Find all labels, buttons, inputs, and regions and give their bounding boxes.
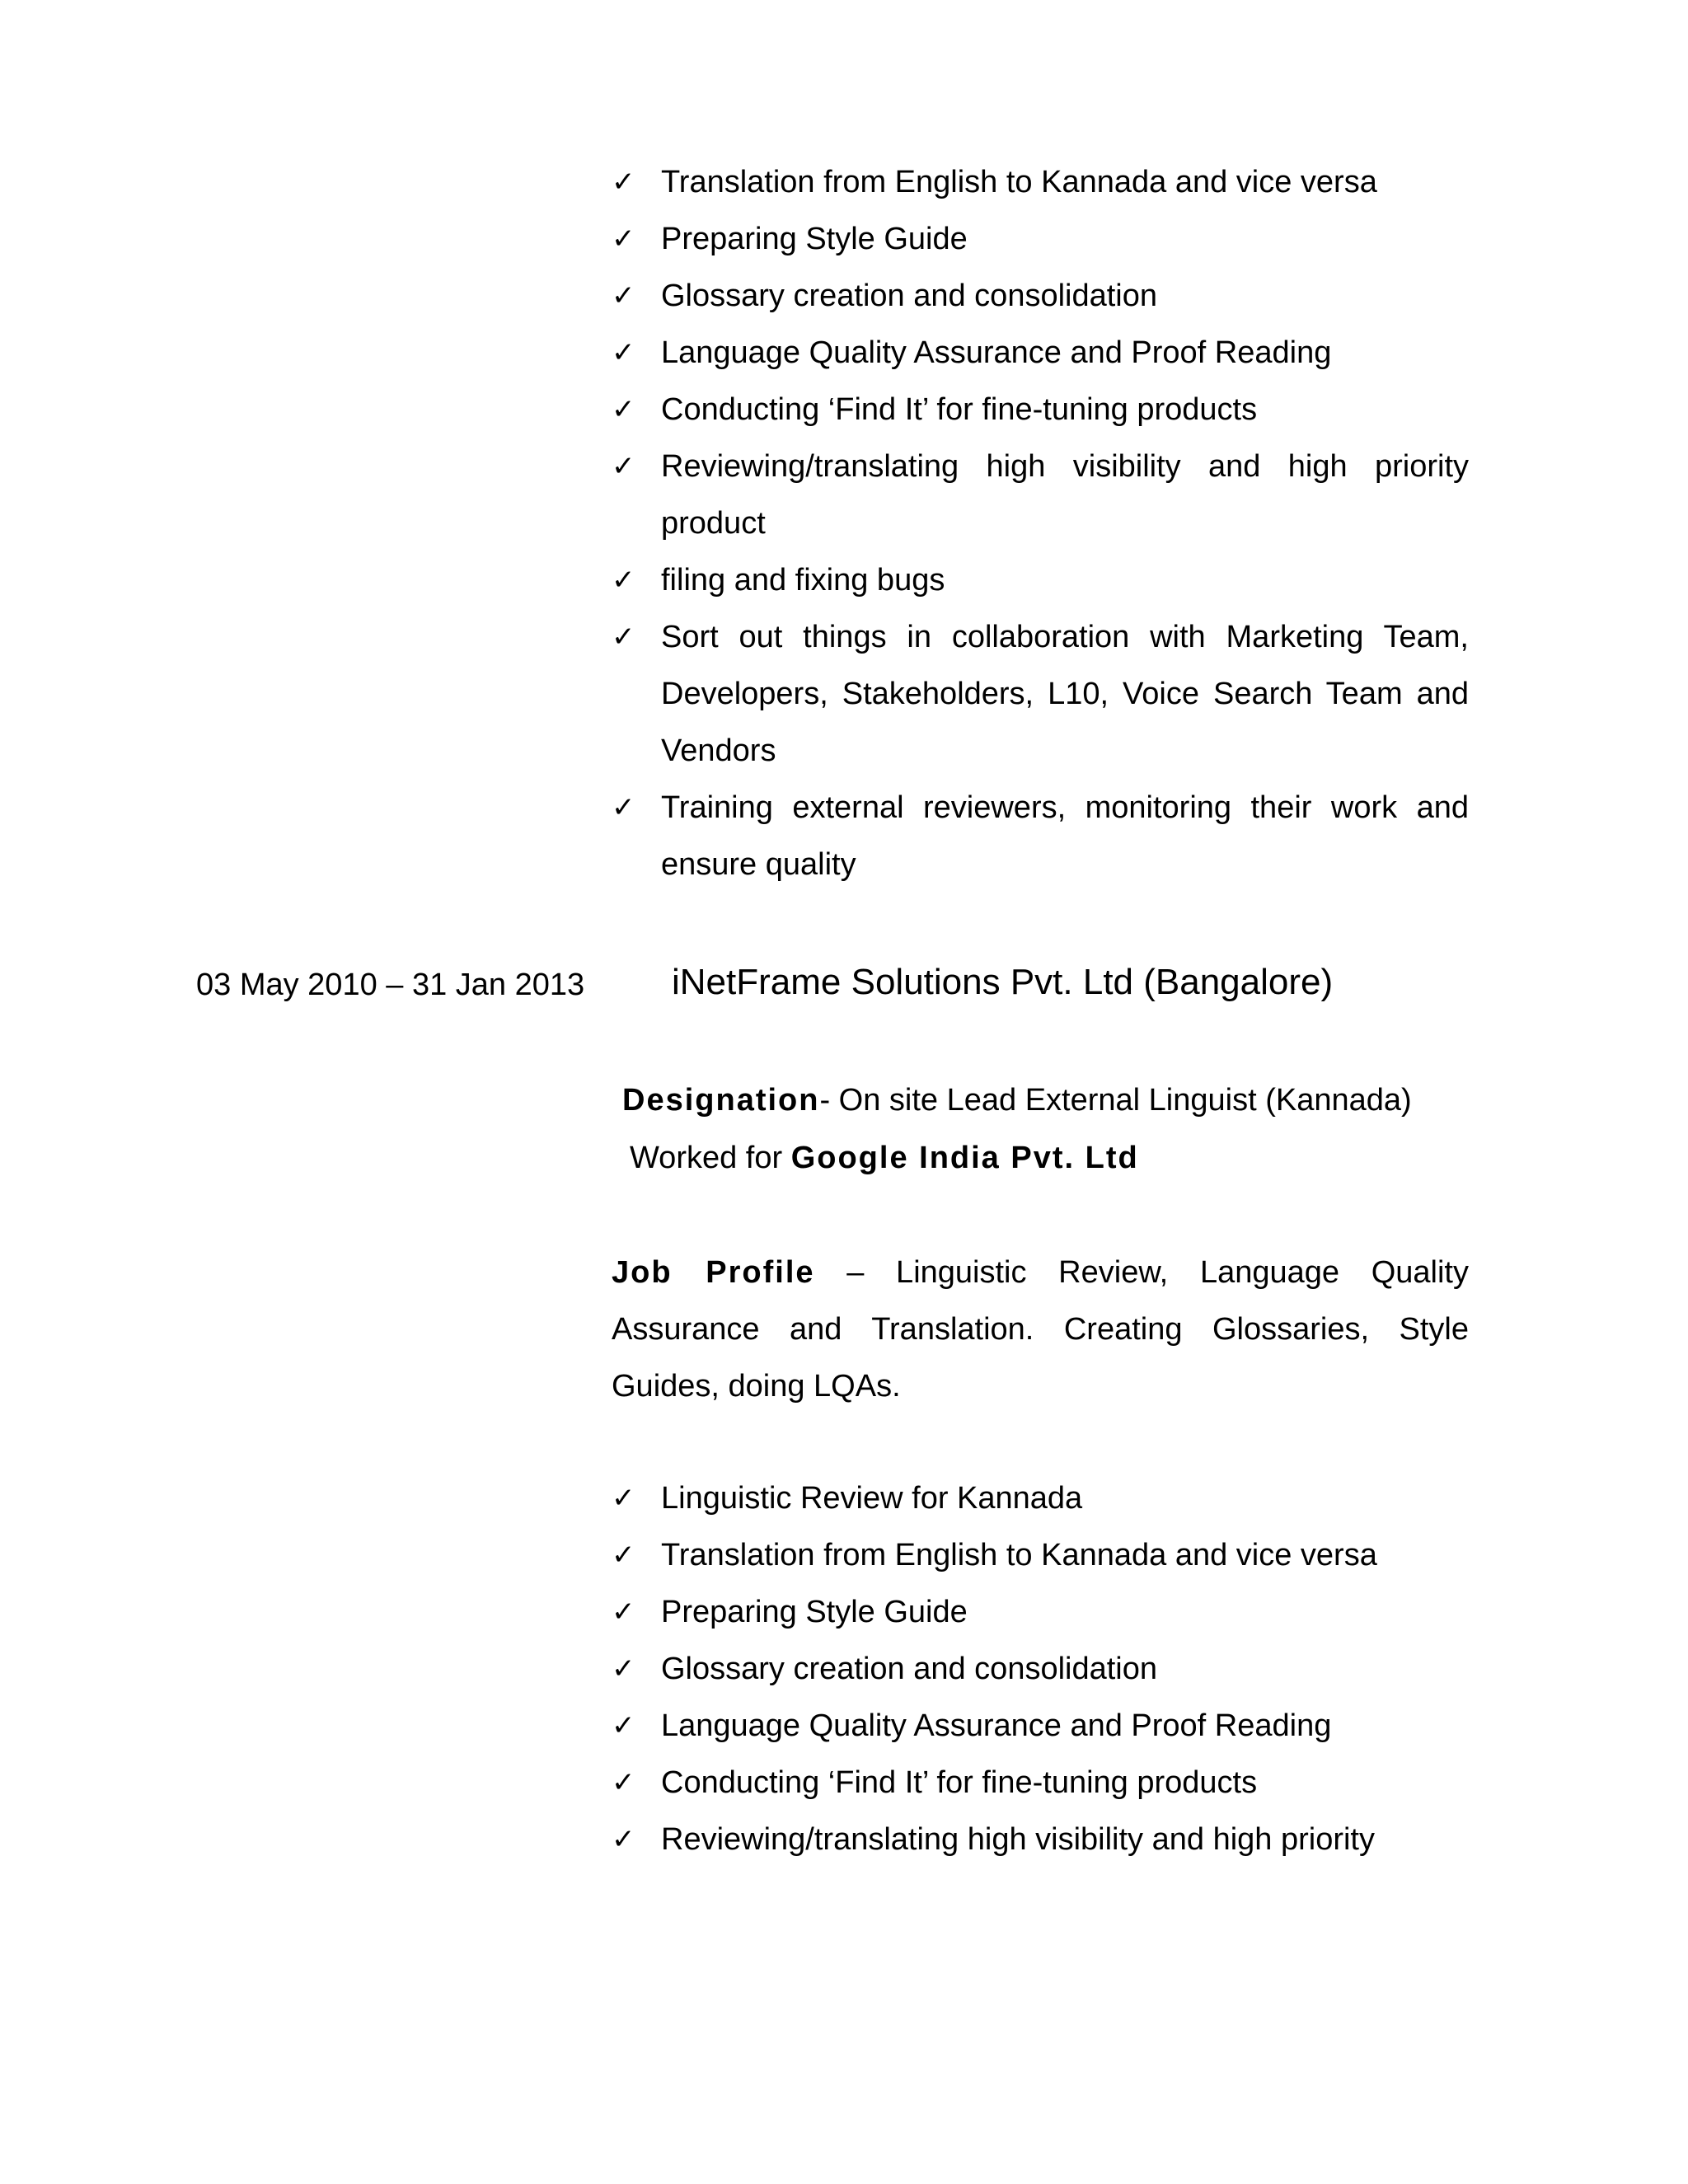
list-item-text: Training external reviewers, monitoring their work and ensure quality bbox=[661, 790, 1469, 882]
checkmark-icon: ✓ bbox=[612, 166, 635, 199]
list-item-text: filing and fixing bugs bbox=[661, 563, 945, 598]
designation-label: Designation bbox=[622, 1083, 820, 1118]
worked-for-line bbox=[630, 1136, 1139, 1180]
list-item-text: Linguistic Review for Kannada bbox=[661, 1481, 1083, 1516]
designation-line bbox=[622, 1078, 1412, 1122]
list-item-text: Translation from English to Kannada and vice versa bbox=[661, 165, 1377, 199]
checkmark-icon: ✓ bbox=[612, 1709, 635, 1742]
list-item bbox=[612, 1641, 1469, 1698]
list-item-text: Conducting ‘Find It’ for fine-tuning products bbox=[661, 392, 1258, 427]
list-item bbox=[612, 382, 1469, 438]
list-item-text: Preparing Style Guide bbox=[661, 1595, 968, 1629]
list-item bbox=[612, 780, 1469, 893]
job-profile-label: Job Profile bbox=[612, 1255, 815, 1290]
checkmark-icon: ✓ bbox=[612, 393, 635, 426]
employment-date-range: 03 May 2010 – 31 Jan 2013 bbox=[196, 968, 585, 1002]
list-item-text: Preparing Style Guide bbox=[661, 222, 968, 256]
job-profile-text: – Linguistic Review, Language Quality Assurance and Translation. Creating Glossaries, Style Guides, doing LQAs. bbox=[612, 1255, 1469, 1404]
list-item bbox=[612, 1755, 1469, 1811]
company-name: iNetFrame Solutions Pvt. Ltd (Bangalore) bbox=[672, 962, 1334, 1002]
checkmark-icon: ✓ bbox=[612, 279, 635, 312]
designation-value: - On site Lead External Linguist (Kannada) bbox=[819, 1083, 1412, 1118]
list-item-text: Language Quality Assurance and Proof Reading bbox=[661, 1708, 1332, 1743]
checkmark-icon: ✓ bbox=[612, 1652, 635, 1685]
bottom-bullet-list-section bbox=[612, 1470, 1469, 1868]
list-item bbox=[612, 609, 1469, 780]
checkmark-icon: ✓ bbox=[612, 1539, 635, 1572]
list-item-text: Glossary creation and consolidation bbox=[661, 1652, 1158, 1686]
list-item bbox=[612, 154, 1469, 211]
list-item bbox=[612, 325, 1469, 382]
list-item bbox=[612, 552, 1469, 609]
list-item-text: Glossary creation and consolidation bbox=[661, 279, 1158, 313]
top-bullet-list bbox=[612, 154, 1469, 893]
list-item bbox=[612, 438, 1469, 552]
checkmark-icon: ✓ bbox=[612, 223, 635, 255]
list-item bbox=[612, 1811, 1469, 1868]
checkmark-icon: ✓ bbox=[612, 1766, 635, 1799]
checkmark-icon: ✓ bbox=[612, 1482, 635, 1515]
list-item bbox=[612, 1698, 1469, 1755]
checkmark-icon: ✓ bbox=[612, 336, 635, 369]
list-item bbox=[612, 1584, 1469, 1641]
top-bullet-list-section bbox=[612, 154, 1469, 893]
list-item-text: Conducting ‘Find It’ for fine-tuning products bbox=[661, 1765, 1258, 1800]
list-item-text: Language Quality Assurance and Proof Reading bbox=[661, 335, 1332, 370]
bottom-bullet-list bbox=[612, 1470, 1469, 1868]
list-item-text: Reviewing/translating high visibility and high priority bbox=[661, 1822, 1375, 1857]
checkmark-icon: ✓ bbox=[612, 564, 635, 597]
list-item bbox=[612, 268, 1469, 325]
list-item-text: Translation from English to Kannada and vice versa bbox=[661, 1538, 1377, 1572]
list-item bbox=[612, 1527, 1469, 1584]
list-item bbox=[612, 211, 1469, 268]
worked-for-prefix: Worked for bbox=[630, 1141, 791, 1175]
checkmark-icon: ✓ bbox=[612, 791, 635, 824]
checkmark-icon: ✓ bbox=[612, 1596, 635, 1629]
list-item-text: Reviewing/translating high visibility and high priority product bbox=[661, 449, 1469, 541]
checkmark-icon: ✓ bbox=[612, 450, 635, 483]
checkmark-icon: ✓ bbox=[612, 621, 635, 654]
job-profile-paragraph bbox=[612, 1244, 1469, 1415]
checkmark-icon: ✓ bbox=[612, 1823, 635, 1856]
list-item bbox=[612, 1470, 1469, 1527]
worked-for-company: Google India Pvt. Ltd bbox=[790, 1141, 1139, 1175]
list-item-text: Sort out things in collaboration with Marketing Team, Developers, Stakeholders, L10, Voice Search Team and Vendors bbox=[661, 620, 1469, 768]
